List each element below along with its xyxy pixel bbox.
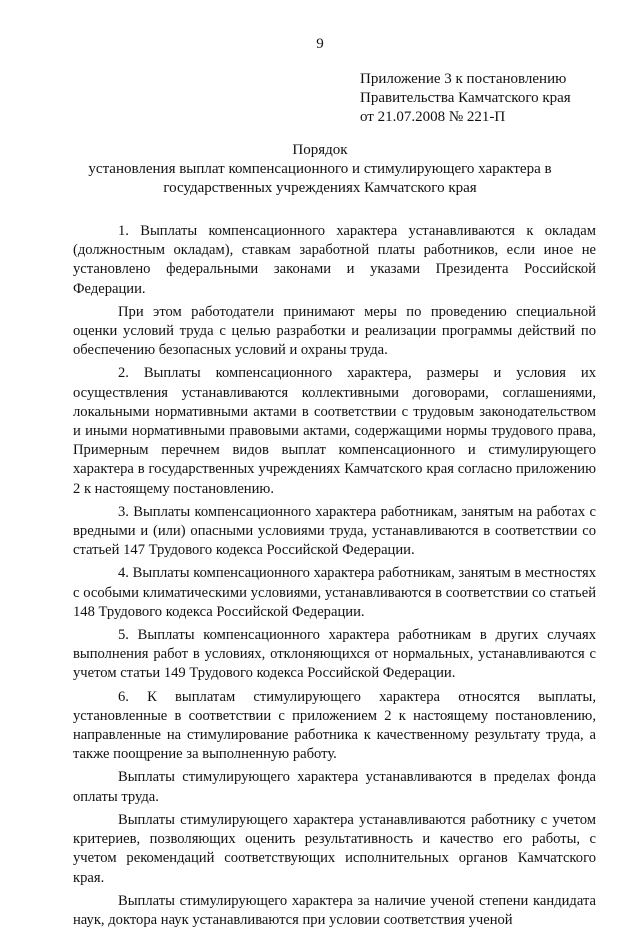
appendix-header bbox=[360, 70, 571, 127]
paragraph-8: Выплаты стимулирующего характера устанавливаются в пределах фонда оплаты труда. bbox=[73, 769, 596, 805]
paragraph-6: 5. Выплаты компенсационного характера работникам в других случаях выполнения работ в условиях, отклоняющихся от нормальных, устанавливаются с учетом статьи 149 Трудового кодекса Российской Федерации. bbox=[73, 627, 596, 682]
document-title bbox=[60, 141, 580, 198]
paragraph-1: 1. Выплаты компенсационного характера устанавливаются к окладам (должностным окладам), ставкам заработной платы работников, если иное не установлено федеральными законами и указами Президента Российской Федерации. bbox=[73, 223, 596, 297]
title-line-1: Порядок bbox=[292, 142, 348, 158]
appendix-line-1: Приложение 3 к постановлению bbox=[360, 71, 567, 87]
paragraph-7: 6. К выплатам стимулирующего характера относятся выплаты, установленные в соответствии с приложением 2 к настоящему постановлению, направленные на стимулирование работника к качественному результату труда, а также поощрение за выполненную работу. bbox=[73, 688, 596, 763]
paragraph-9: Выплаты стимулирующего характера устанавливаются работнику с учетом критериев, позволяющих оценить результативность и качество его работы, с учетом рекомендаций соответствующих исполнительных органов Камчатского края. bbox=[73, 811, 596, 886]
paragraph-2: При этом работодатели принимают меры по проведению специальной оценки условий труда с целью разработки и реализации программы действий по обеспечению безопасных условий и охраны труда. bbox=[73, 303, 596, 359]
paragraph-4: 3. Выплаты компенсационного характера работникам, занятым на работах с вредными и (или) опасными условиями труда, устанавливаются в соответствии со статьей 147 Трудового кодекса Российской Федерации. bbox=[73, 503, 596, 559]
document-body bbox=[73, 222, 596, 934]
appendix-line-3: от 21.07.2008 № 221-П bbox=[360, 109, 506, 125]
title-line-2: установления выплат компенсационного и стимулирующего характера в bbox=[88, 161, 552, 177]
paragraph-10: Выплаты стимулирующего характера за наличие ученой степени кандидата наук, доктора наук устанавливаются при условии соответствия ученой bbox=[73, 892, 596, 928]
appendix-line-2: Правительства Камчатского края bbox=[360, 90, 571, 106]
paragraph-5: 4. Выплаты компенсационного характера работникам, занятым в местностях с особыми климатическими условиями, устанавливаются в соответствии со статьей 148 Трудового кодекса Российской Федерации. bbox=[73, 565, 596, 620]
page-number: 9 bbox=[316, 36, 324, 52]
paragraph-3: 2. Выплаты компенсационного характера, размеры и условия их осуществления устанавливаются коллективными договорами, соглашениями, локальными нормативными актами в соответствии с трудовым законодательством и иными нормативными правовыми актами, содержащими нормы трудового права, Примерным перечнем видов выплат компенсационного и стимулирующего характера в государственных учреждениях Камчатского края согласно приложению 2 к настоящему постановлению. bbox=[73, 365, 596, 497]
title-line-3: государственных учреждениях Камчатского края bbox=[163, 180, 477, 196]
